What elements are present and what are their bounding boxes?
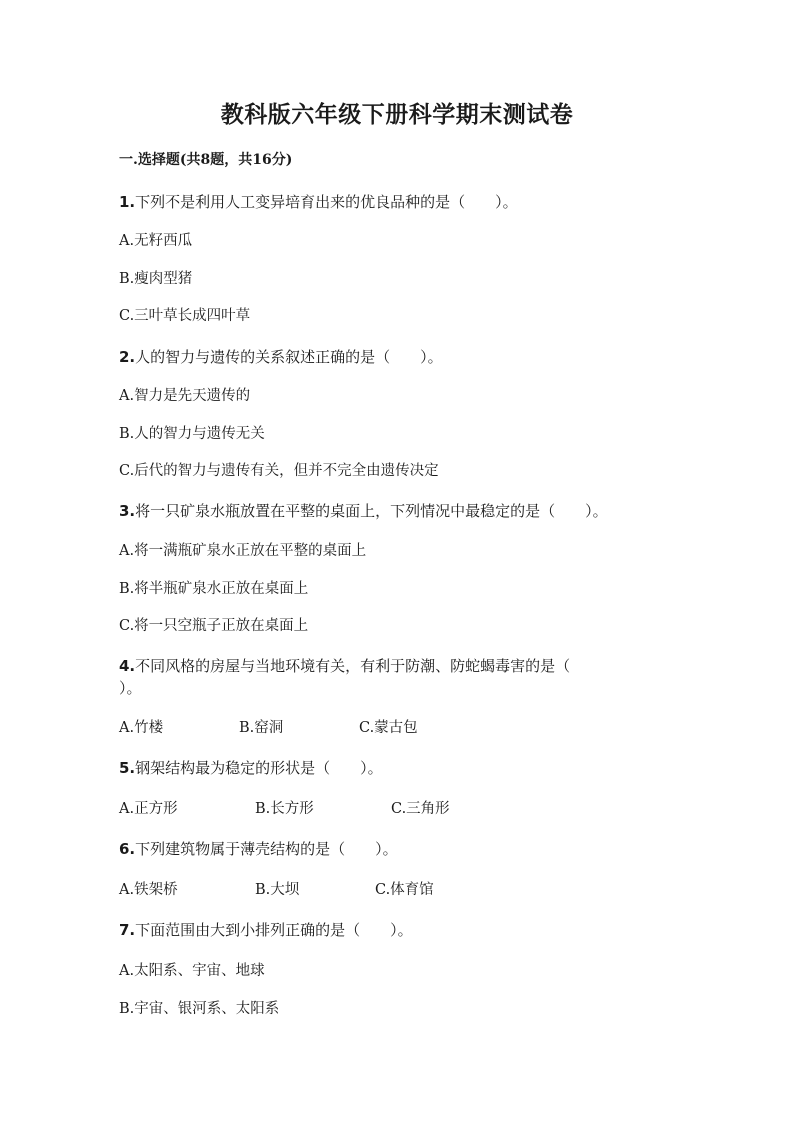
section-heading: 一.选择题(共8题，共16分)	[119, 152, 293, 168]
question-text: 不同风格的房屋与当地环境有关，有利于防潮、防蛇蝎毒害的是（	[135, 657, 571, 675]
option-2c: C.后代的智力与遗传有关，但并不完全由遗传决定	[119, 463, 439, 479]
question-3	[119, 501, 608, 521]
question-text: 下列建筑物属于薄壳结构的是（ ）。	[135, 840, 398, 858]
option-6b: B.大坝	[255, 882, 300, 898]
question-4-continuation: ）。	[119, 679, 142, 697]
option-4b: B.窑洞	[239, 720, 284, 736]
question-5	[119, 758, 383, 778]
option-4c: C.蒙古包	[359, 720, 418, 736]
question-number: 2.	[119, 348, 136, 366]
question-number: 5.	[119, 759, 136, 777]
question-number: 7.	[119, 921, 136, 939]
question-text: 将一只矿泉水瓶放置在平整的桌面上，下列情况中最稳定的是（ ）。	[135, 502, 608, 520]
option-6c: C.体育馆	[375, 882, 434, 898]
option-1b: B.瘦肉型猪	[119, 271, 193, 287]
options-row-4	[119, 718, 418, 738]
option-7b: B.宇宙、银河系、太阳系	[119, 1001, 280, 1017]
option-3b: B.将半瓶矿泉水正放在桌面上	[119, 581, 309, 597]
option-5c: C.三角形	[391, 801, 450, 817]
option-2a: A.智力是先天遗传的	[119, 388, 251, 404]
option-5b: B.长方形	[255, 801, 314, 817]
question-text: 下列不是利用人工变异培育出来的优良品种的是（ ）。	[135, 193, 518, 211]
option-3c: C.将一只空瓶子正放在桌面上	[119, 618, 309, 634]
question-text: 下面范围由大到小排列正确的是（ ）。	[135, 921, 413, 939]
question-4	[119, 656, 570, 676]
question-7	[119, 920, 413, 940]
question-text: 人的智力与遗传的关系叙述正确的是（ ）。	[135, 348, 443, 366]
option-5a: A.正方形	[119, 801, 178, 817]
question-text: 钢架结构最为稳定的形状是（ ）。	[135, 759, 383, 777]
page-title: 教科版六年级下册科学期末测试卷	[220, 101, 574, 128]
options-row-5	[119, 799, 450, 819]
question-6	[119, 839, 398, 859]
question-number: 1.	[119, 193, 136, 211]
option-2b: B.人的智力与遗传无关	[119, 426, 265, 442]
option-1c: C.三叶草长成四叶草	[119, 308, 251, 324]
question-2	[119, 347, 443, 367]
question-1	[119, 192, 518, 212]
option-3a: A.将一满瓶矿泉水正放在平整的桌面上	[119, 543, 367, 559]
option-1a: A.无籽西瓜	[119, 233, 193, 249]
option-6a: A.铁架桥	[119, 882, 178, 898]
question-number: 6.	[119, 840, 136, 858]
question-number: 3.	[119, 502, 136, 520]
options-row-6	[119, 880, 434, 900]
option-7a: A.太阳系、宇宙、地球	[119, 963, 265, 979]
option-4a: A.竹楼	[119, 720, 164, 736]
question-number: 4.	[119, 657, 136, 675]
